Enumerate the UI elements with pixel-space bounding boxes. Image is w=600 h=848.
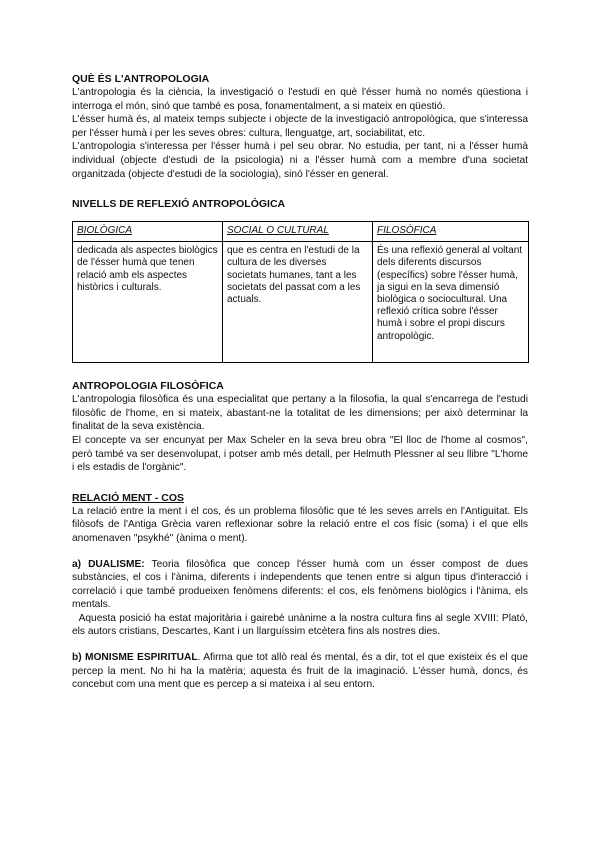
table-header-cell: BIOLÒGICA [73, 222, 223, 242]
table-header-cell: FILOSÒFICA [373, 222, 529, 242]
table-cell: que es centra en l'estudi de la cultura de les diverses societats humanes, tant a les societats del passat com a les actuals. [223, 242, 373, 363]
levels-table [72, 221, 529, 363]
monisme-text: . Afirma que tot allò real és mental, és a dir, tot el que existeix és el que percep la ment. No hi ha la matèria; aquesta és fruit de la imaginació. L'ésser humà, doncs, és concebut com una ment que es percep a si mateixa i al seu entorn. [72, 652, 528, 691]
paragraph [72, 612, 528, 639]
monisme-paragraph [72, 651, 528, 692]
section-title-filosofica: ANTROPOLOGIA FILOSÒFICA [72, 380, 224, 393]
document-content [72, 72, 528, 692]
paragraph: L'ésser humà és, al mateix temps subjecte i objecte de la investigació antropològica, que s'interessa per l'ésser humà i per les seves obres: cultura, llenguatge, art, sociabilitat, etc. [72, 114, 528, 139]
paragraph: L'antropologia s'interessa per l'ésser humà i pel seu obrar. No estudia, per tant, ni a l'ésser humà individual (objecte d'estudi de la psicologia) ni a l'ésser humà com a membre d'una societat organitzada (objecte d'estudi de la sociologia), sinó l'ésser en general. [72, 141, 528, 180]
monisme-term: b) MONISME ESPIRITUAL [72, 652, 198, 664]
table-row [73, 242, 529, 363]
dualisme-text: Teoria filosòfica que concep l'ésser humà com un ésser compost de dues substàncies, el cos i l'ànima, diferents i independents que tenen entre si algun tipus d'interacció i correlació i que també produeixen fenòmens diferents: el cos, els fenòmens biològics i l'ànima, els mentals. [72, 558, 529, 611]
dualisme-continuation: Aquesta posició ha estat majoritària i gairebé unànime a la nostra cultura fins al segle XVIII: Plató, els autors cristians, Descartes, Kant i un llarguíssim etcètera fins als nostres dies. [72, 612, 528, 638]
paragraph: L'antropologia filosòfica és una especialitat que pertany a la filosofia, la qual s'encarrega de l'estudi filosòfic de l'home, en si mateix, abastant-ne la totalitat de les dimensions; per això determinar la finalitat de la seva existència. [72, 394, 528, 433]
section-title-ment-cos: RELACIÓ MENT - COS [72, 491, 184, 504]
table-cell: dedicada als aspectes biològics de l'ésser humà que tenen relació amb els aspectes històrics i culturals. [73, 242, 223, 363]
table-header-cell: SOCIAL O CULTURAL [223, 222, 373, 242]
section-title-nivells: NIVELLS DE REFLEXIÓ ANTROPOLÒGICA [72, 198, 286, 211]
paragraph: La relació entre la ment i el cos, és un problema filosòfic que té les seves arrels en l'Antiguitat. Els filòsofs de l'Antiga Grècia varen reflexionar sobre la relació entre el cos físic (soma) i el que ells anomenaven "psykhé" (ànima o ment). [72, 505, 528, 544]
table-cell: És una reflexió general al voltant dels diferents discursos (específics) sobre l'ésser humà, ja sigui en la seva dimensió biològica o sociocultural. Una reflexió crítica sobre l'ésser humà i sobre el propi discurs antropològic. [373, 242, 529, 363]
paragraph: El concepte va ser encunyat per Max Scheler en la seva breu obra "El lloc de l'home al cosmos", però també va ser desenvolupat, i potser amb més detall, per Helmuth Plessner al seu llibre "L'home i els estadis de l'orgànic". [72, 434, 528, 474]
dualisme-term: a) DUALISME: [72, 558, 145, 570]
table-header-row [73, 222, 529, 242]
dualisme-paragraph [72, 558, 528, 612]
section-title-antropologia: QUÈ ÉS L'ANTROPOLOGIA [72, 73, 210, 85]
paragraph: L'antropologia és la ciència, la investigació o l'estudi en què l'ésser humà no només qüestiona i interroga el món, sinó que també es posa, fonamentalment, a si mateix en qüestió. [72, 87, 528, 112]
